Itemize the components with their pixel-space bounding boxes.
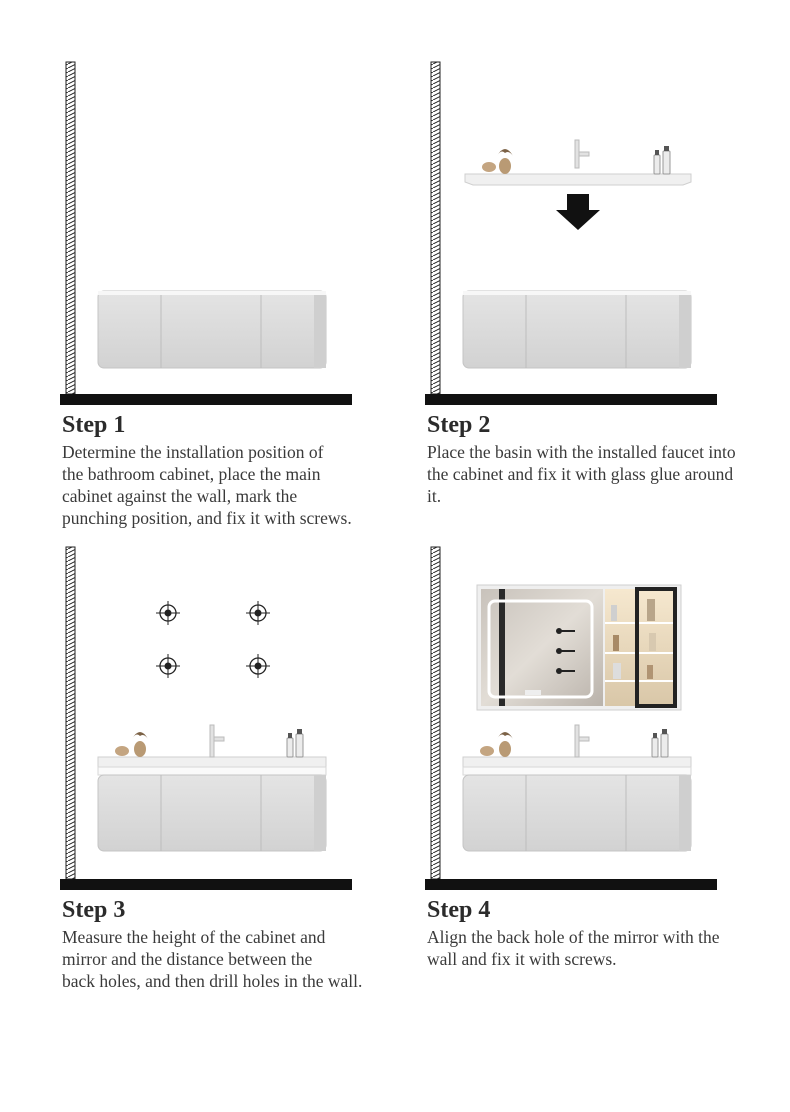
cabinet [98, 291, 326, 368]
bottle-icon [654, 155, 660, 174]
basin-countertop [465, 140, 691, 185]
cabinet [463, 291, 691, 368]
cabinet [463, 767, 691, 851]
floor [60, 879, 352, 890]
step-description: Place the basin with the installed faucet into the cabinet and fix it with glass glue around it. [427, 442, 736, 506]
floor [425, 394, 717, 405]
candle-icon [480, 746, 494, 756]
step-title: Step 4 [427, 897, 491, 923]
basin-countertop [98, 725, 326, 767]
bottle-icon [296, 734, 303, 757]
faucet-icon [575, 725, 579, 757]
bottle-icon [287, 738, 293, 757]
wall [431, 547, 440, 879]
bottle-icon [663, 151, 670, 174]
step-description: Measure the height of the cabinet and mirror and the distance between the back holes, and then drill holes in the wall. [62, 927, 363, 991]
step-title: Step 2 [427, 412, 491, 438]
step-description: Determine the installation position of the bathroom cabinet, place the main cabinet against the wall, mark the punching position, and fix it with screws. [62, 442, 352, 528]
step-3-panel [60, 545, 440, 1015]
cabinet [98, 767, 326, 851]
mirror-cabinet [477, 585, 681, 710]
step-2-panel [425, 60, 790, 530]
faucet-icon [575, 140, 579, 168]
bottle-icon [652, 738, 658, 757]
step-title: Step 1 [62, 412, 126, 438]
plant-icon [499, 158, 511, 174]
step-4-panel [425, 545, 790, 1015]
basin-countertop [463, 725, 691, 767]
down-arrow-icon [556, 194, 600, 230]
plant-icon [499, 741, 511, 757]
step-3-illustration [60, 545, 360, 895]
wall [66, 547, 75, 879]
wall [431, 62, 440, 394]
wall [66, 62, 75, 394]
step-description: Align the back hole of the mirror with the wall and fix it with screws. [427, 927, 720, 969]
bottle-icon [661, 734, 668, 757]
drill-hole-icon [156, 601, 180, 625]
step-2-illustration [425, 60, 725, 410]
faucet-icon [210, 725, 214, 757]
drill-hole-icon [246, 601, 270, 625]
step-title: Step 3 [62, 897, 126, 923]
drill-hole-icon [156, 654, 180, 678]
floor [425, 879, 717, 890]
floor [60, 394, 352, 405]
step-4-illustration [425, 545, 725, 895]
plant-icon [134, 741, 146, 757]
candle-icon [482, 162, 496, 172]
step-1-panel [60, 60, 440, 530]
candle-icon [115, 746, 129, 756]
drill-hole-icon [246, 654, 270, 678]
step-1-illustration [60, 60, 360, 410]
